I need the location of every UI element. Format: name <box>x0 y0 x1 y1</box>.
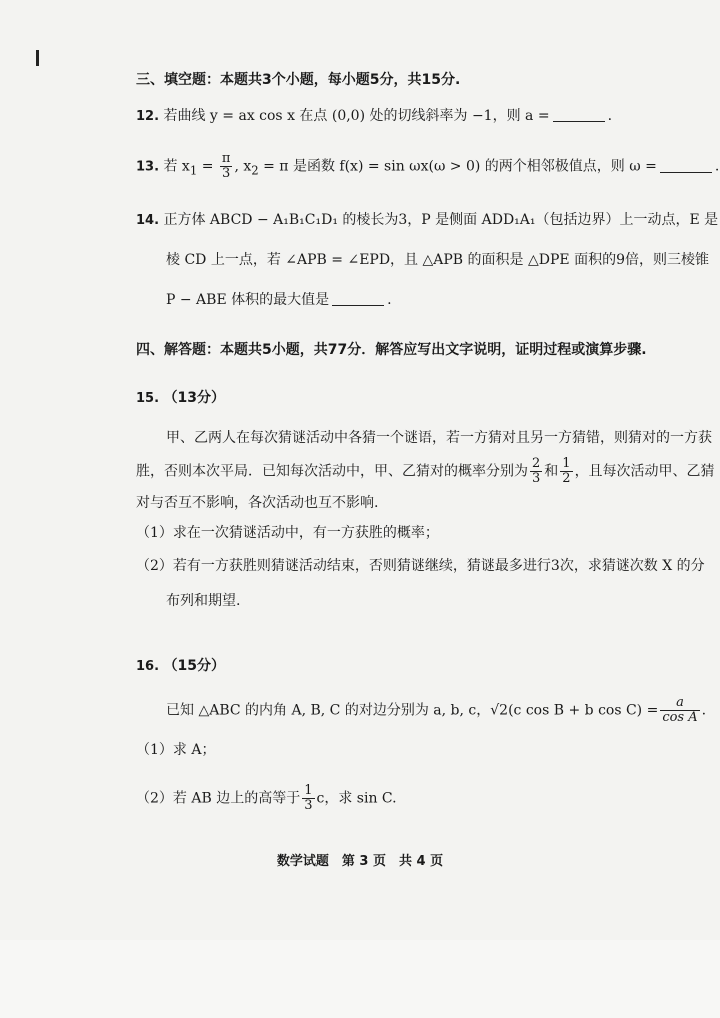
q16-part2-b: c，求 sin C. <box>316 790 397 807</box>
q13-fraction <box>220 152 233 181</box>
q15-line1: 甲、乙两人在每次猜谜活动中各猜一个谜语，若一方猜对且另一方猜错，则猜对的一方获 <box>166 430 712 446</box>
question-16-part2 <box>136 784 397 813</box>
question-16-stem <box>166 696 706 725</box>
q15-line2-a: 胜，否则本次平局．已知每次活动中，甲、乙猜对的概率分别为 <box>136 463 528 480</box>
q16-fraction <box>660 696 699 725</box>
q16-number: 16. <box>136 659 160 674</box>
q13-text-a: 若 x <box>163 158 190 175</box>
q15-frac2-num: 1 <box>562 456 571 471</box>
q12-text: 若曲线 y = ax cos x 在点 (0,0) 处的切线斜率为 −1，则 a = <box>163 108 550 124</box>
q15-number: 15. <box>136 391 160 406</box>
q14-period: . <box>387 292 392 308</box>
q16-part2-fraction <box>302 784 314 813</box>
scan-mark <box>36 50 39 66</box>
q13-text-b: , x <box>234 158 252 175</box>
question-14-line3 <box>166 290 392 310</box>
q16-part2-a: （2）若 AB 边上的高等于 <box>136 790 301 807</box>
q13-sub1: 1 <box>189 163 198 178</box>
q13-number: 13. <box>136 159 160 175</box>
q16-part2-frac-den: 3 <box>304 798 313 813</box>
q16-frac-num: a <box>660 696 699 711</box>
q13-answer-blank <box>660 158 712 173</box>
q13-eq: = <box>197 158 218 175</box>
q14-line3: P − ABE 体积的最大值是 <box>166 292 330 308</box>
q13-period: . <box>714 158 720 175</box>
q15-part2-line1: （2）若有一方获胜则猜谜活动结束，否则猜谜继续，猜谜最多进行3次，求猜谜次数 X 的分 <box>136 558 705 574</box>
q15-line2-c: ，且每次活动甲、乙猜 <box>574 463 715 480</box>
q13-frac-den: 3 <box>222 166 231 181</box>
q14-answer-blank <box>332 291 384 306</box>
q15-part2-line2: 布列和期望. <box>166 593 241 609</box>
q12-answer-blank <box>553 107 605 122</box>
q12-period: . <box>607 108 613 124</box>
question-15-line2 <box>136 457 715 486</box>
q15-frac2-den: 2 <box>562 471 571 486</box>
page-footer: 数学试题 第 3 页 共 4 页 <box>276 854 444 869</box>
q16-part1: （1）求 A； <box>136 742 216 758</box>
q16-stem-period: . <box>701 702 707 719</box>
q14-line2: 棱 CD 上一点，若 ∠APB = ∠EPD，且 △APB 的面积是 △DPE 面积的9倍，则三棱锥 <box>166 252 709 268</box>
section4-heading: 四、解答题：本题共5小题，共77分．解答应写出文字说明，证明过程或演算步骤. <box>136 342 647 358</box>
q15-frac1-num: 2 <box>532 456 541 471</box>
q12-number: 12. <box>136 109 160 124</box>
q15-points: （13分） <box>163 390 225 406</box>
section3-heading: 三、填空题：本题共3个小题，每小题5分，共15分. <box>136 72 461 88</box>
question-14-line1 <box>136 210 718 231</box>
q13-text-c: = π 是函数 f(x) = sin ωx(ω > 0) 的两个相邻极值点，则 ω = <box>258 158 657 175</box>
question-12 <box>136 106 612 127</box>
q15-frac1-den: 3 <box>532 471 541 486</box>
q15-line3: 对与否互不影响，各次活动也互不影响. <box>136 495 379 511</box>
q16-stem: 已知 △ABC 的内角 A, B, C 的对边分别为 a, b, c，√2(c cos B + b cos C) = <box>166 702 659 719</box>
q16-part2-frac-num: 1 <box>304 783 313 798</box>
q15-line2-b: 和 <box>544 463 559 480</box>
q14-line1: 正方体 ABCD − A₁B₁C₁D₁ 的棱长为3，P 是侧面 ADD₁A₁（包括边界）上一动点，E 是 <box>163 212 719 228</box>
question-16-header <box>136 656 225 677</box>
question-15-header <box>136 388 225 409</box>
q13-frac-num: π <box>221 151 231 166</box>
q13-sub2: 2 <box>251 163 259 178</box>
q16-frac-den: cos A <box>662 710 698 725</box>
q14-number: 14. <box>136 213 160 228</box>
q16-points: （15分） <box>163 658 225 674</box>
page-bottom-margin <box>0 940 720 1018</box>
q15-part1: （1）求在一次猜谜活动中，有一方获胜的概率； <box>136 525 439 541</box>
question-13 <box>136 152 719 181</box>
q15-fraction-2 <box>560 457 572 486</box>
q15-fraction-1 <box>530 457 542 486</box>
